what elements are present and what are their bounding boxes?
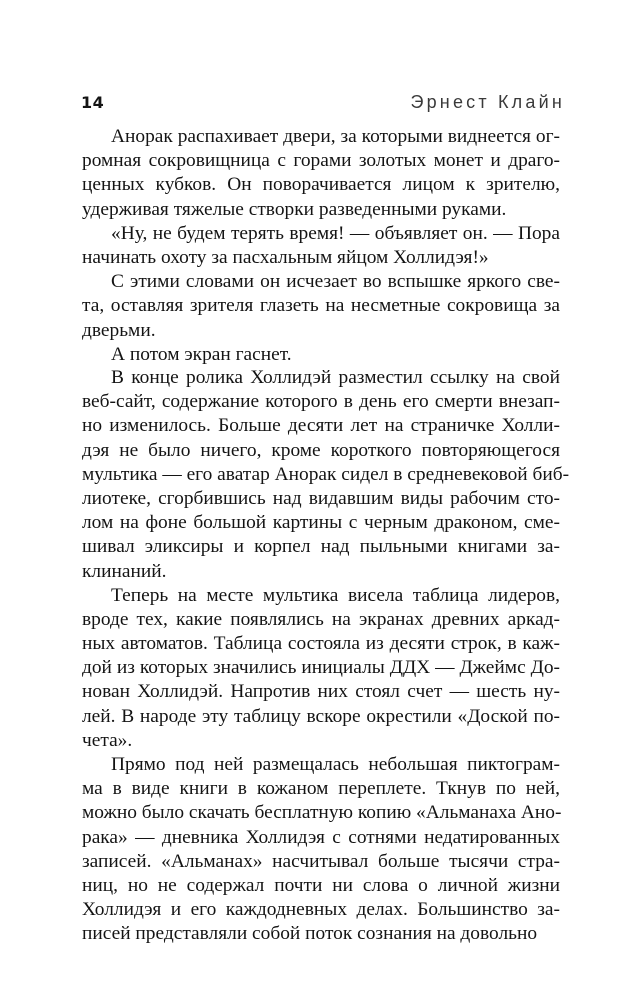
text-line: дой из которых значились инициалы ДДХ — Джеймс До- <box>82 657 560 679</box>
text-line: лей. В народе эту таблицу вскоре окрестили «Доской по- <box>82 705 560 727</box>
section-one <box>82 125 560 367</box>
paragraph <box>82 366 570 584</box>
paragraph <box>82 753 560 947</box>
text-line: нован Холлидэй. Напротив них стоял счет — шесть ну- <box>82 681 560 703</box>
text-line: рака» — дневника Холлидэя с сотнями недатированных <box>82 826 560 848</box>
author-name: Эрнест Клайн <box>410 92 565 112</box>
text-line: веб-сайт, содержание которого в день его смерти внезап- <box>82 391 560 413</box>
text-line: удерживая тяжелые створки разведенными руками. <box>82 198 507 220</box>
text-line: «Ну, не будем терять время! — объявляет он. — Пора <box>111 222 560 244</box>
paragraph <box>82 270 560 343</box>
text-line: та, оставляя зрителя глазеть на несметные сокровища за <box>82 295 560 317</box>
section-two <box>82 366 570 947</box>
text-line: вроде тех, какие появлялись на экранах древних аркад- <box>82 608 560 630</box>
text-line: Анорак распахивает двери, за которыми виднеется ог- <box>111 126 560 147</box>
text-line: начинать охоту за пасхальным яйцом Холлидэя!» <box>82 246 489 268</box>
text-line: ных автоматов. Таблица состояла из десяти строк, в каж- <box>82 633 560 655</box>
text-line: ценных кубков. Он поворачивается лицом к зрителю, <box>82 174 560 196</box>
text-line: клинаний. <box>82 560 167 582</box>
text-line: можно было скачать бесплатную копию «Альманаха Ано- <box>82 802 562 824</box>
paragraph <box>82 584 560 753</box>
text-line: ромная сокровищница с горами золотых монет и драго- <box>82 150 560 172</box>
text-line: ниц, но не содержал почти ни слова о личной жизни <box>82 874 560 896</box>
text-line: А потом экран гаснет. <box>111 343 292 365</box>
page-number: 14 <box>81 93 105 112</box>
text-line: С этими словами он исчезает во вспышке яркого све- <box>111 271 560 293</box>
text-line: писей представляли собой поток сознания на довольно <box>82 923 538 945</box>
text-line: дэя не было ничего, кроме короткого повторяющегося <box>82 439 560 461</box>
paragraph <box>82 222 560 270</box>
text-line: лом на фоне большой картины с черным драконом, сме- <box>82 512 560 534</box>
text-line: записей. «Альманах» насчитывал больше тысячи стра- <box>82 850 560 872</box>
running-header <box>81 91 565 115</box>
text-line: но изменилось. Больше десяти лет на страничке Холли- <box>82 415 560 437</box>
paragraph <box>82 125 560 222</box>
text-line: Прямо под ней размещалась небольшая пиктограм- <box>111 754 560 775</box>
text-line: Теперь на месте мультика висела таблица лидеров, <box>111 584 560 606</box>
text-line: мультика — его аватар Анорак сидел в средневековой биб- <box>82 463 570 485</box>
paragraph <box>82 343 560 367</box>
text-line: дверьми. <box>82 319 156 341</box>
text-line: шивал эликсиры и корпел над пыльными книгами за- <box>82 536 560 558</box>
text-line: чета». <box>82 729 133 751</box>
text-line: ма в виде книги в кожаном переплете. Ткнув по ней, <box>82 778 560 800</box>
text-line: В конце ролика Холлидэй разместил ссылку на свой <box>111 367 560 388</box>
text-line: Холлидэя и его каждодневных делах. Большинство за- <box>82 899 560 921</box>
text-line: лиотеке, сгорбившись над видавшим виды рабочим сто- <box>82 487 560 509</box>
